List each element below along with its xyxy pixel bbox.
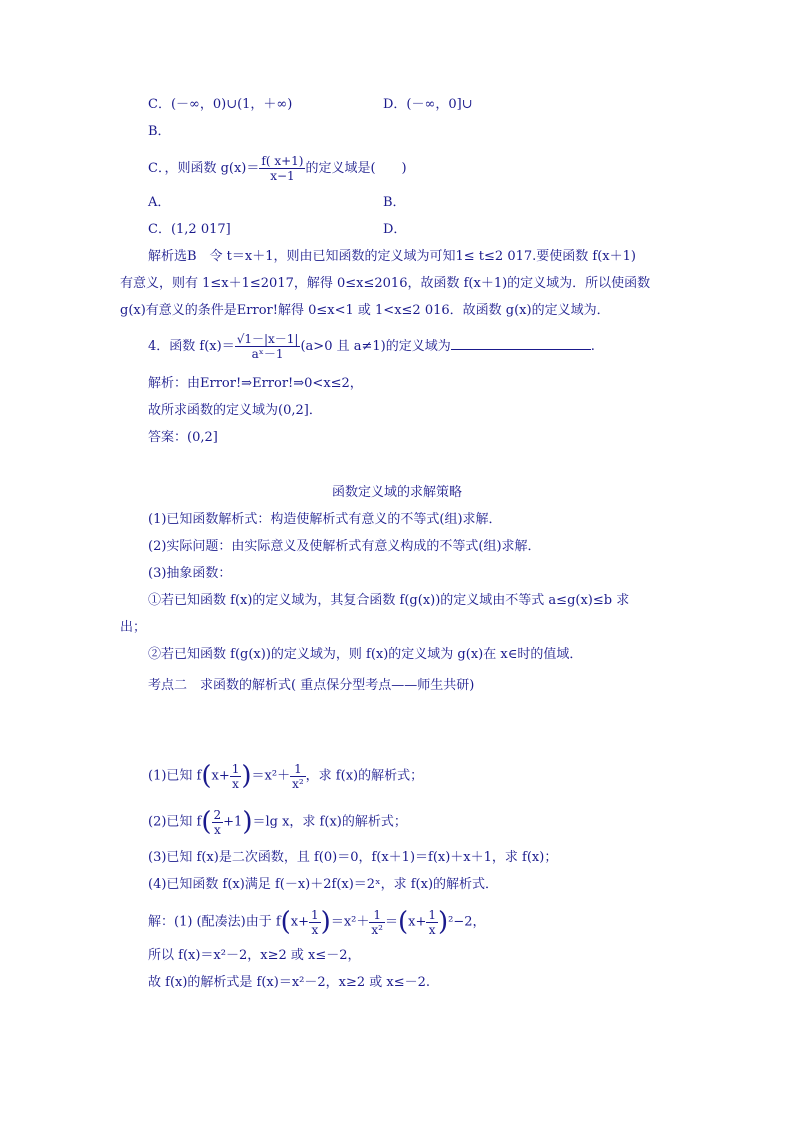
strategy-item-3a: ①若已知函数 f(x)的定义域为，其复合函数 f(g(x))的定义域由不等式 a≤g(x)≤b 求 xyxy=(148,593,630,608)
strategy-heading: 函数定义域的求解策略 xyxy=(331,485,462,500)
fraction-1-over-x-a xyxy=(309,908,321,937)
solution-line-1: 解析选B 令 t＝x＋1，则由已知函数的定义域为可知1≤ t≤2 017.要使函数 f(x＋1) xyxy=(148,249,636,264)
answer-1-mid: ＝x²＋ xyxy=(330,914,370,930)
fraction-numerator: 1 xyxy=(231,761,240,776)
fraction-g-denominator: x−1 xyxy=(270,169,295,183)
problem-1-suffix: ，求 f(x)的解析式； xyxy=(305,768,424,784)
question-4-end: . xyxy=(590,339,595,354)
fraction-denominator: x xyxy=(311,922,319,937)
fraction-g xyxy=(259,154,305,183)
question-g-suffix: 的定义域是( ) xyxy=(305,161,407,176)
option-c-line: C．(－∞，0)∪(1，＋∞) xyxy=(148,97,293,112)
fraction-numerator: 2 xyxy=(213,807,222,822)
problem-2-prefix: (2)已知 f xyxy=(148,814,202,830)
answer-line: 答案：(0,2] xyxy=(148,430,218,445)
fraction-1-over-x2-a xyxy=(369,908,385,937)
answer-1: 解：(1) (配凑法)由于 f(x+ $\frac{1}{x}$ )＝x²＋ $\frac{1}{\text{x²}}$ ＝(x+ $\frac{1}{x}$ )²−2， xyxy=(148,907,486,937)
fraction-denominator: x² xyxy=(292,776,304,791)
strategy-item-3: (3)抽象函数： xyxy=(148,566,232,581)
question-4 xyxy=(148,327,595,367)
solution-line-3: g(x)有意义的条件是Error!解得 0≤x<1 或 1<x≤2 016．故函数 g(x)的定义域为． xyxy=(120,303,610,318)
fraction-denominator: x xyxy=(213,822,221,837)
option-c-2: C．(1,2 017] xyxy=(148,222,231,237)
fraction-numerator: 1 xyxy=(290,762,306,777)
fraction-denominator: x xyxy=(428,922,436,937)
problem-1-mid: ＝x²＋ xyxy=(251,768,291,784)
answer-1-x: x+ xyxy=(290,914,310,930)
fraction-f-denominator: aˣ－1 xyxy=(251,347,284,361)
option-b-2: B． xyxy=(383,195,406,210)
fraction-numerator: 1 xyxy=(369,908,385,923)
problem-2-plus: +1 xyxy=(223,814,243,830)
analysis-line-2: 故所求函数的定义域为(0,2]． xyxy=(148,403,322,418)
fraction-numerator: 1 xyxy=(311,907,319,922)
fraction-1-over-x xyxy=(230,762,242,791)
fraction-denominator: x xyxy=(232,776,239,791)
question-g-prefix: C．，则函数 g(x)＝ xyxy=(148,161,260,176)
answer-1-suffix: ²−2， xyxy=(448,914,486,930)
fraction-numerator: 1 xyxy=(428,907,436,922)
problem-2-suffix: ＝lg x，求 f(x)的解析式； xyxy=(252,814,407,830)
section-heading-kaodian-2: 考点二 求函数的解析式( 重点保分型考点——师生共研) xyxy=(148,678,475,693)
problem-3: (3)已知 f(x)是二次函数，且 f(0)＝0，f(x＋1)＝f(x)＋x＋1，求 f(x)； xyxy=(148,850,558,865)
strategy-item-2: (2)实际问题：由实际意义及使解析式有意义构成的不等式(组)求解． xyxy=(148,539,541,554)
answer-line-2: 所以 f(x)＝x²－2，x≥2 或 x≤－2， xyxy=(148,948,361,963)
fraction-f xyxy=(235,332,301,361)
question-4-suffix: (a>0 且 a≠1)的定义域为 xyxy=(300,339,451,354)
option-d-line: D．(－∞，0]∪ xyxy=(383,97,473,112)
problem-4: (4)已知函数 f(x)满足 f(－x)＋2f(x)＝2ˣ，求 f(x)的解析式． xyxy=(148,877,499,892)
option-b-line: B． xyxy=(148,124,171,139)
fraction-1-over-x-b xyxy=(426,908,438,937)
solution-line-2: 有意义，则有 1≤x＋1≤2017，解得 0≤x≤2016，故函数 f(x＋1)的定义域为．所以使函数 xyxy=(120,276,651,291)
fraction-1-over-x2 xyxy=(290,762,306,791)
answer-line-3: 故 f(x)的解析式是 f(x)＝x²－2，x≥2 或 x≤－2. xyxy=(148,975,431,990)
answer-1-prefix: 解：(1) (配凑法)由于 f xyxy=(148,914,281,930)
question-4-prefix: 4．函数 f(x)＝ xyxy=(148,339,235,354)
answer-1-x2: x+ xyxy=(408,914,427,930)
fraction-f-numerator: √1－|x－1| xyxy=(236,332,299,346)
strategy-item-3b: ②若已知函数 f(g(x))的定义域为，则 f(x)的定义域为 g(x)在 x∈时的值域． xyxy=(148,647,583,662)
option-a-2: A． xyxy=(148,195,171,210)
problem-1-prefix: (1)已知 f xyxy=(148,768,202,784)
strategy-item-1: (1)已知函数解析式：构造使解析式有意义的不等式(组)求解． xyxy=(148,512,502,527)
fraction-denominator: x² xyxy=(371,922,383,937)
question-g-definition xyxy=(148,150,407,188)
problem-2: (2)已知 f( $\frac{2}{x}$ +1)＝lg x，求 f(x)的解析式； xyxy=(148,807,407,837)
answer-1-eq: ＝ xyxy=(384,914,398,930)
problem-1: (1)已知 f(x+ $\frac{1}{x}$ )＝x²＋ $\frac{1}{\text{x²}}$ ，求 f(x)的解析式； xyxy=(148,761,424,791)
answer-blank xyxy=(451,337,591,350)
analysis-line-1: 解析：由Error!⇒Error!⇒0<x≤2， xyxy=(148,376,363,391)
fraction-2-over-x xyxy=(212,808,224,837)
option-d-2: D． xyxy=(383,222,407,237)
strategy-item-3a-cont: 出； xyxy=(120,620,147,635)
fraction-g-numerator: f( x+1) xyxy=(261,154,304,168)
problem-1-x: x+ xyxy=(211,768,230,784)
